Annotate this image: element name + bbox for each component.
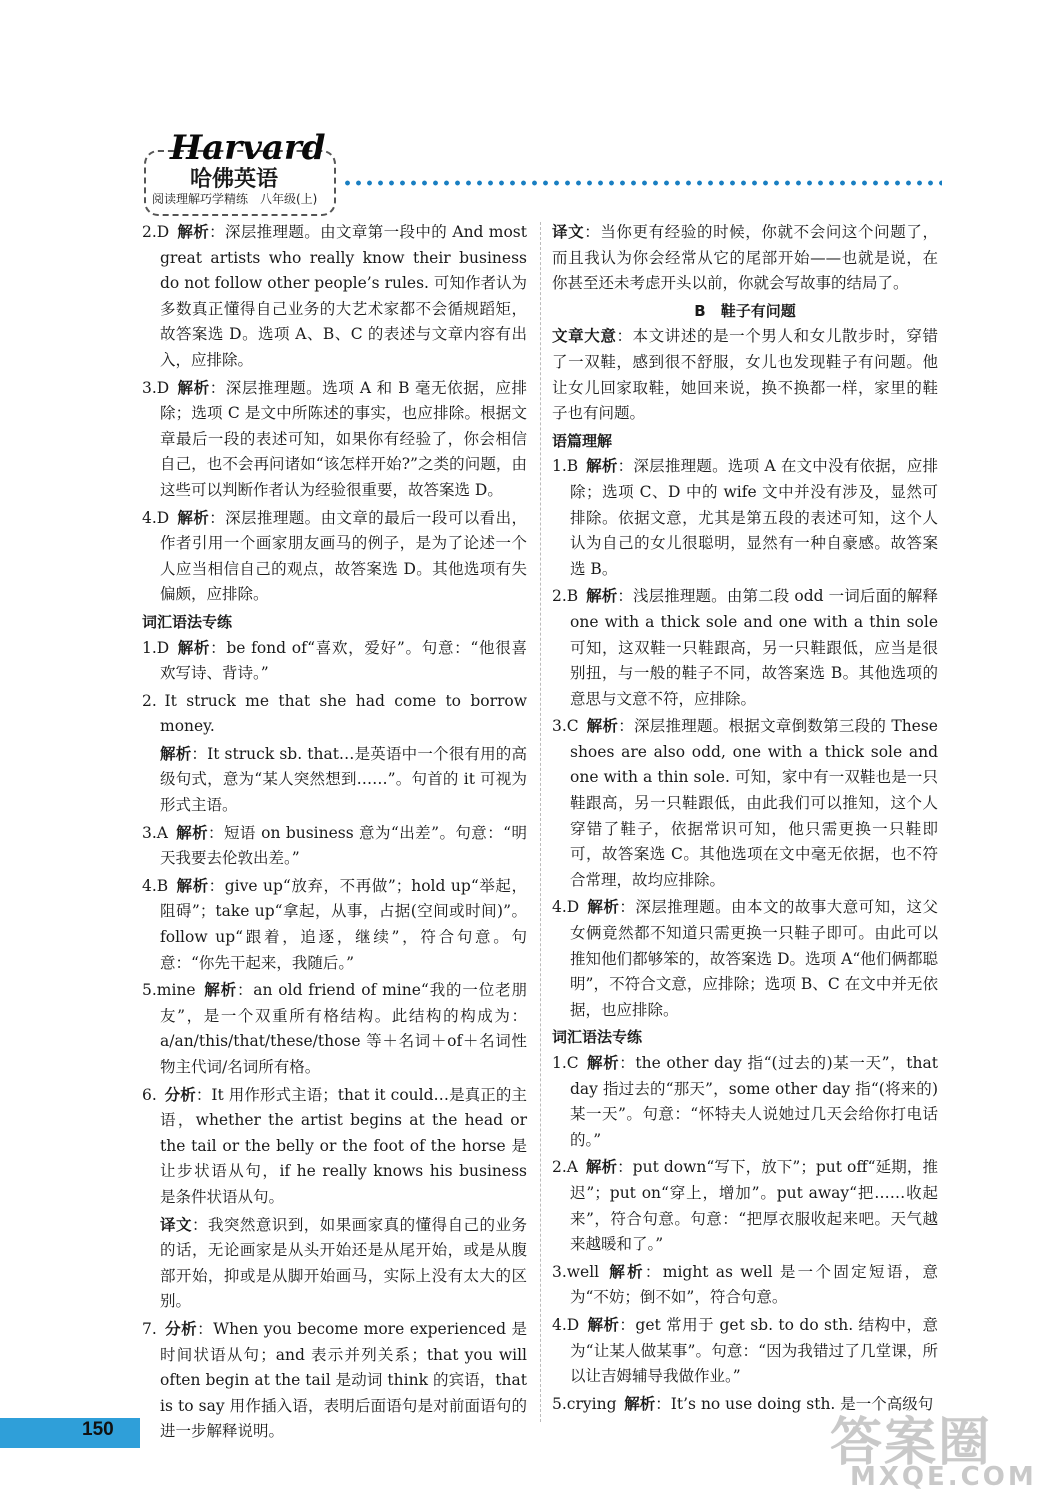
answer-item: 4.B 解析：give up“放弃，不再做”；hold up“举起，阻碍”；take up“拿起，从事，占据(空间或时间)”。follow up“跟着，追逐，继续”，符合句意。句意：“你先干起来，我随后。” — [142, 876, 527, 972]
brand-logo-en: Harvard — [170, 128, 326, 168]
item-label: 解析 — [203, 981, 237, 1000]
watermark-url: MXQE.COM — [850, 1462, 1037, 1492]
item-text: 浅层推理题。由第二段 odd 一词后面的解释 one with a thick sole and one with a thin sole 可知，这双鞋一只鞋跟高，另一只鞋跟低，应当是很别扭，与一般的鞋子不同，故答案选 B。其他选项的意思与文意不符，应排除。 — [570, 587, 938, 708]
section-heading: 语篇理解 — [552, 431, 613, 450]
item-label: 解析 — [586, 1054, 620, 1072]
item-text: the other day 指“(过去的)某一天”，that day 指过去的“那天”，some other day 指“(将来的)某一天”。句意：“怀特夫人说她过几天会给你打电话的。” — [570, 1054, 938, 1149]
answer-item — [142, 689, 527, 740]
item-number: 6. — [142, 1085, 157, 1104]
page-number: 150 — [82, 1419, 114, 1440]
answer-item: 3.well 解析：might as well 是一个固定短语，意为“不妨；倒不如”，符合句意。 — [552, 1262, 938, 1307]
item-text: 深层推理题。选项 A 和 B 毫无依据，应排除；选项 C 是文中所陈述的事实，也应排除。根据文章最后一段的表述可知，如果你有经验了，你会相信自己，也不会再问诸如“该怎样开始?”之类的问题，由这些可以判断作者认为经验很重要，故答案选 D。 — [160, 378, 527, 499]
item-label: 解析 — [176, 223, 210, 241]
item-number: 4.D — [142, 508, 170, 527]
item-text: get 常用于 get sb. to do sth. 结构中，意为“让某人做某事”。句意：“因为我错过了几堂课，所以让吉姆辅导我做作业。” — [570, 1315, 938, 1386]
item-text: It struck sb. that…是英语中一个很有用的高级句式，意为“某人突然想到……”。句首的 it 可视为形式主语。 — [160, 744, 527, 815]
answer-item: 2.D 解析：深层推理题。由文章第一段中的 And most great artists who really know their business do not follow other people’s rules. 可知作者认为多数真正懂得自己业务的大艺术家都不会循规蹈矩，故答案选 D。选项 A、B、C 的表述与文章内容有出入，应排除。 — [142, 223, 527, 369]
item-number: 3.D — [142, 378, 170, 397]
item-number: 2. — [142, 691, 157, 710]
item-number: 3.well — [552, 1262, 600, 1281]
item-label: 分析 — [164, 1085, 196, 1104]
item-number: 2.D — [142, 223, 170, 241]
item-label: 译文 — [552, 223, 585, 241]
item-label: 解析 — [624, 1394, 656, 1413]
item-text: be fond of“喜欢，爱好”。句意：“他很喜欢写诗、背诗。” — [160, 638, 527, 683]
item-label: 解析 — [586, 898, 620, 917]
section-heading: 词汇语法专练 — [552, 1028, 643, 1047]
item-label: 解析 — [585, 587, 618, 606]
answer-item: 5.mine 解析：an old friend of mine“我的一位老朋友”，是一个双重所有格结构。此结构的构成为：a/an/this/that/these/those 等＋名词＋of＋名词性物主代词/名词所有格。 — [142, 981, 527, 1076]
answer-item: 3.D 解析：深层推理题。选项 A 和 B 毫无依据，应排除；选项 C 是文中所陈述的事实，也应排除。根据文章最后一段的表述可知，如果你有经验了，你会相信自己，也不会再问诸如“该怎样开始?”之类的问题，由这些可以判断作者认为经验很重要，故答案选 D。 — [142, 378, 527, 499]
item-number: 7. — [142, 1319, 157, 1338]
page-number-tab — [0, 1418, 140, 1448]
brand-title-cn: 哈佛英语 — [190, 167, 279, 192]
item-number: 4.B — [142, 876, 169, 895]
answer-item: 3.A 解析：短语 on business 意为“出差”。句意：“明天我要去伦敦出差。” — [142, 823, 527, 868]
item-label: 解析 — [176, 378, 210, 397]
item-label: 解析 — [606, 1262, 645, 1281]
explanation-paragraph: 译文：当你更有经验的时候，你就不会问这个问题了，而且我认为你会经常从它的尾部开始——也就是说，在你甚至还未考虑开头以前，你就会写故事的结局了。 — [552, 223, 938, 293]
explanation-paragraph: 译文：我突然意识到，如果画家真的懂得自己的业务的话，无论画家是从头开始还是从尾开始，或是从腹部开始，抑或是从脚开始画马，实际上没有太大的区别。 — [160, 1215, 527, 1311]
item-text: an old friend of mine“我的一位老朋友”，是一个双重所有格结构。此结构的构成为：a/an/this/that/these/those 等＋名词＋of＋名词性物主代词/名词所有格。 — [160, 981, 527, 1076]
answer-item: 4.D 解析：深层推理题。由本文的故事大意可知，这父女俩竟然都不知道只需更换一只鞋子即可。由此可以推知他们都够笨的，故答案选 D。选项 A“他们俩都聪明”，不符合文意，应排除；选项 B、C 在文中并无依据，也应排除。 — [552, 898, 938, 1019]
answer-item: 1.C 解析：the other day 指“(过去的)某一天”，that day 指过去的“那天”，some other day 指“(将来的)某一天”。句意：“怀特夫人说她过几天会给你打电话的。” — [552, 1054, 938, 1149]
item-text: 本文讲述的是一个男人和女儿散步时，穿错了一双鞋，感到很不舒服，女儿也发现鞋子有问题。他让女儿回家取鞋，她回来说，换不换都一样，家里的鞋子也有问题。 — [552, 327, 938, 423]
item-label: 解析 — [586, 717, 619, 736]
answer-item: 1.D 解析：be fond of“喜欢，爱好”。句意：“他很喜欢写诗、背诗。” — [142, 638, 527, 683]
item-label: 解析 — [175, 823, 209, 842]
item-number: 4.D — [552, 898, 580, 917]
header-dotted-rule — [342, 180, 942, 186]
answer-item: 2.B 解析：浅层推理题。由第二段 odd 一词后面的解释 one with a thick sole and one with a thin sole 可知，这双鞋一只鞋跟高，另一只鞋跟低，应当是很别扭，与一般的鞋子不同，故答案选 B。其他选项的意思与文意不符，应排除。 — [552, 587, 938, 708]
book-header — [140, 128, 340, 218]
item-label: 解析 — [586, 1315, 620, 1334]
item-text: It’s no use doing sth. 是一个高级句 — [670, 1394, 934, 1413]
item-label: 解析 — [176, 638, 211, 657]
section-heading: 词汇语法专练 — [142, 612, 233, 631]
item-label: 解析 — [175, 876, 209, 895]
item-number: 3.A — [142, 823, 168, 842]
item-number: 3.C — [552, 717, 579, 736]
answer-item: 4.D 解析：get 常用于 get sb. to do sth. 结构中，意为“让某人做某事”。句意：“因为我错过了几堂课，所以让吉姆辅导我做作业。” — [552, 1315, 938, 1386]
item-text: 当你更有经验的时候，你就不会问这个问题了，而且我认为你会经常从它的尾部开始——也就是说，在你甚至还未考虑开头以前，你就会写故事的结局了。 — [552, 223, 938, 293]
item-text: give up“放弃，不再做”；hold up“举起，阻碍”；take up“拿起，从事，占据(空间或时间)”。follow up“跟着，追逐，继续”，符合句意。句意：“你先干起来，我随后。” — [160, 876, 527, 972]
answer-item: 4.D 解析：深层推理题。由文章的最后一段可以看出，作者引用一个画家朋友画马的例子，是为了论述一个人应当相信自己的观点，故答案选 D。其他选项有失偏颇，应排除。 — [142, 508, 527, 604]
watermark-text: 答案圈 — [830, 1413, 993, 1473]
answer-item: 3.C 解析：深层推理题。根据文章倒数第三段的 These shoes are also odd, one with a thick sole and one with a thin sole. 可知，家中有一双鞋也是一只鞋跟高，另一只鞋跟低，由此我们可以推知，这个人穿错了鞋子，依据常识可知，他只需更换一只鞋即可，故答案选 C。其他选项在文中毫无依据，也不符合常理，故均应排除。 — [552, 717, 938, 889]
answer-item: 2.A 解析：put down“写下，放下”；put off“延期，推迟”；put on“穿上，增加”。put away“把……收起来”，符合句意。句意：“把厚衣服收起来吧。天气越来越暖和了。” — [552, 1158, 938, 1254]
item-label: 译文 — [160, 1215, 192, 1234]
item-label: 解析 — [176, 508, 210, 527]
item-text: 短语 on business 意为“出差”。句意：“明天我要去伦敦出差。” — [160, 823, 527, 868]
item-text: When you become more experienced 是时间状语从句；and 表示并列关系；that you will often begin at the tail 是动词 think 的宾语，that is to say 用作插入语，表明后面语句是对前面语句的进一步解释说明。 — [160, 1319, 527, 1441]
item-label: 解析 — [585, 457, 618, 476]
item-label: 文章大意 — [552, 327, 617, 346]
item-number: 4.D — [552, 1315, 580, 1334]
answer-item: 5.crying 解析：It’s no use doing sth. 是一个高级句 — [552, 1394, 934, 1413]
item-text: It struck me that she had come to borrow money. — [160, 691, 527, 736]
item-text: 深层推理题。由本文的故事大意可知，这父女俩竟然都不知道只需更换一只鞋子即可。由此可以推知他们都够笨的，故答案选 D。选项 A“他们俩都聪明”，不符合文意，应排除；选项 B、C 在文中并无依据，也应排除。 — [570, 898, 938, 1019]
item-text: It 用作形式主语；that it could…是真正的主语，whether the artist begins at the head or the tail or the belly or the foot of the horse 是让步状语从句，if he really knows his business 是条件状语从句。 — [160, 1085, 527, 1206]
right-column — [552, 220, 938, 1419]
item-number: 1.D — [142, 638, 170, 657]
passage-title: B 鞋子有问题 — [694, 301, 796, 320]
column-divider — [540, 222, 541, 1422]
explanation-paragraph: 解析：It struck sb. that…是英语中一个很有用的高级句式，意为“某人突然想到……”。句首的 it 可视为形式主语。 — [160, 744, 527, 815]
item-text: 深层推理题。由文章的最后一段可以看出，作者引用一个画家朋友画马的例子，是为了论述一个人应当相信自己的观点，故答案选 D。其他选项有失偏颇，应排除。 — [160, 508, 527, 604]
item-text: put down“写下，放下”；put off“延期，推迟”；put on“穿上，增加”。put away“把……收起来”，符合句意。句意：“把厚衣服收起来吧。天气越来越暖和了。” — [570, 1158, 938, 1254]
item-number: 1.B — [552, 457, 579, 476]
item-label: 解析 — [585, 1158, 618, 1177]
item-text: 深层推理题。由文章第一段中的 And most great artists who really know their business do not follow other people’s rules. 可知作者认为多数真正懂得自己业务的大艺术家都不会循规蹈矩，故答案选 D。选项 A、B、C 的表述与文章内容有出入，应排除。 — [160, 223, 527, 369]
item-text: 我突然意识到，如果画家真的懂得自己的业务的话，无论画家是从头开始还是从尾开始，或是从腹部开始，抑或是从脚开始画马，实际上没有太大的区别。 — [160, 1215, 527, 1311]
watermark-logo — [820, 1400, 1037, 1500]
answer-item: 1.B 解析：深层推理题。选项 A 在文中没有依据，应排除；选项 C、D 中的 wife 文中并没有涉及，显然可排除。依据文意，尤其是第五段的表述可知，这个人认为自己的女儿很聪明，显然有一种自豪感。故答案选 B。 — [552, 457, 938, 578]
item-number: 1.C — [552, 1054, 579, 1072]
item-text: 深层推理题。选项 A 在文中没有依据，应排除；选项 C、D 中的 wife 文中并没有涉及，显然可排除。依据文意，尤其是第五段的表述可知，这个人认为自己的女儿很聪明，显然有一种自豪感。故答案选 B。 — [570, 457, 938, 578]
answer-item: 6. 分析：It 用作形式主语；that it could…是真正的主语，whether the artist begins at the head or the tail or the belly or the foot of the horse 是让步状语从句，if he really knows his business 是条件状语从句。 — [142, 1085, 527, 1206]
item-text: might as well 是一个固定短语，意为“不妨；倒不如”，符合句意。 — [570, 1262, 938, 1307]
item-number: 2.B — [552, 587, 579, 606]
book-subtitle: 阅读理解巧学精练 八年级(上) — [152, 192, 318, 206]
item-number: 5.crying — [552, 1394, 617, 1413]
item-number: 5.mine — [142, 981, 196, 1000]
left-column — [142, 220, 527, 1447]
item-number: 2.A — [552, 1158, 578, 1177]
explanation-paragraph: 文章大意：本文讲述的是一个男人和女儿散步时，穿错了一双鞋，感到很不舒服，女儿也发现鞋子有问题。他让女儿回家取鞋，她回来说，换不换都一样，家里的鞋子也有问题。 — [552, 327, 938, 423]
item-text: 深层推理题。根据文章倒数第三段的 These shoes are also odd, one with a thick sole and one with a thin sole. 可知，家中有一双鞋也是一只鞋跟高，另一只鞋跟低，由此我们可以推知，这个人穿错了鞋子，依据常识可知，他只需更换一只鞋即可，故答案选 C。其他选项在文中毫无依据，也不符合常理，故均应排除。 — [570, 717, 938, 889]
item-label: 分析 — [164, 1319, 198, 1338]
item-label: 解析 — [160, 744, 192, 763]
answer-item: 7. 分析：When you become more experienced 是时间状语从句；and 表示并列关系；that you will often begin at the tail 是动词 think 的宾语，that is to say 用作插入语，表明后面语句是对前面语句的进一步解释说明。 — [142, 1319, 527, 1441]
